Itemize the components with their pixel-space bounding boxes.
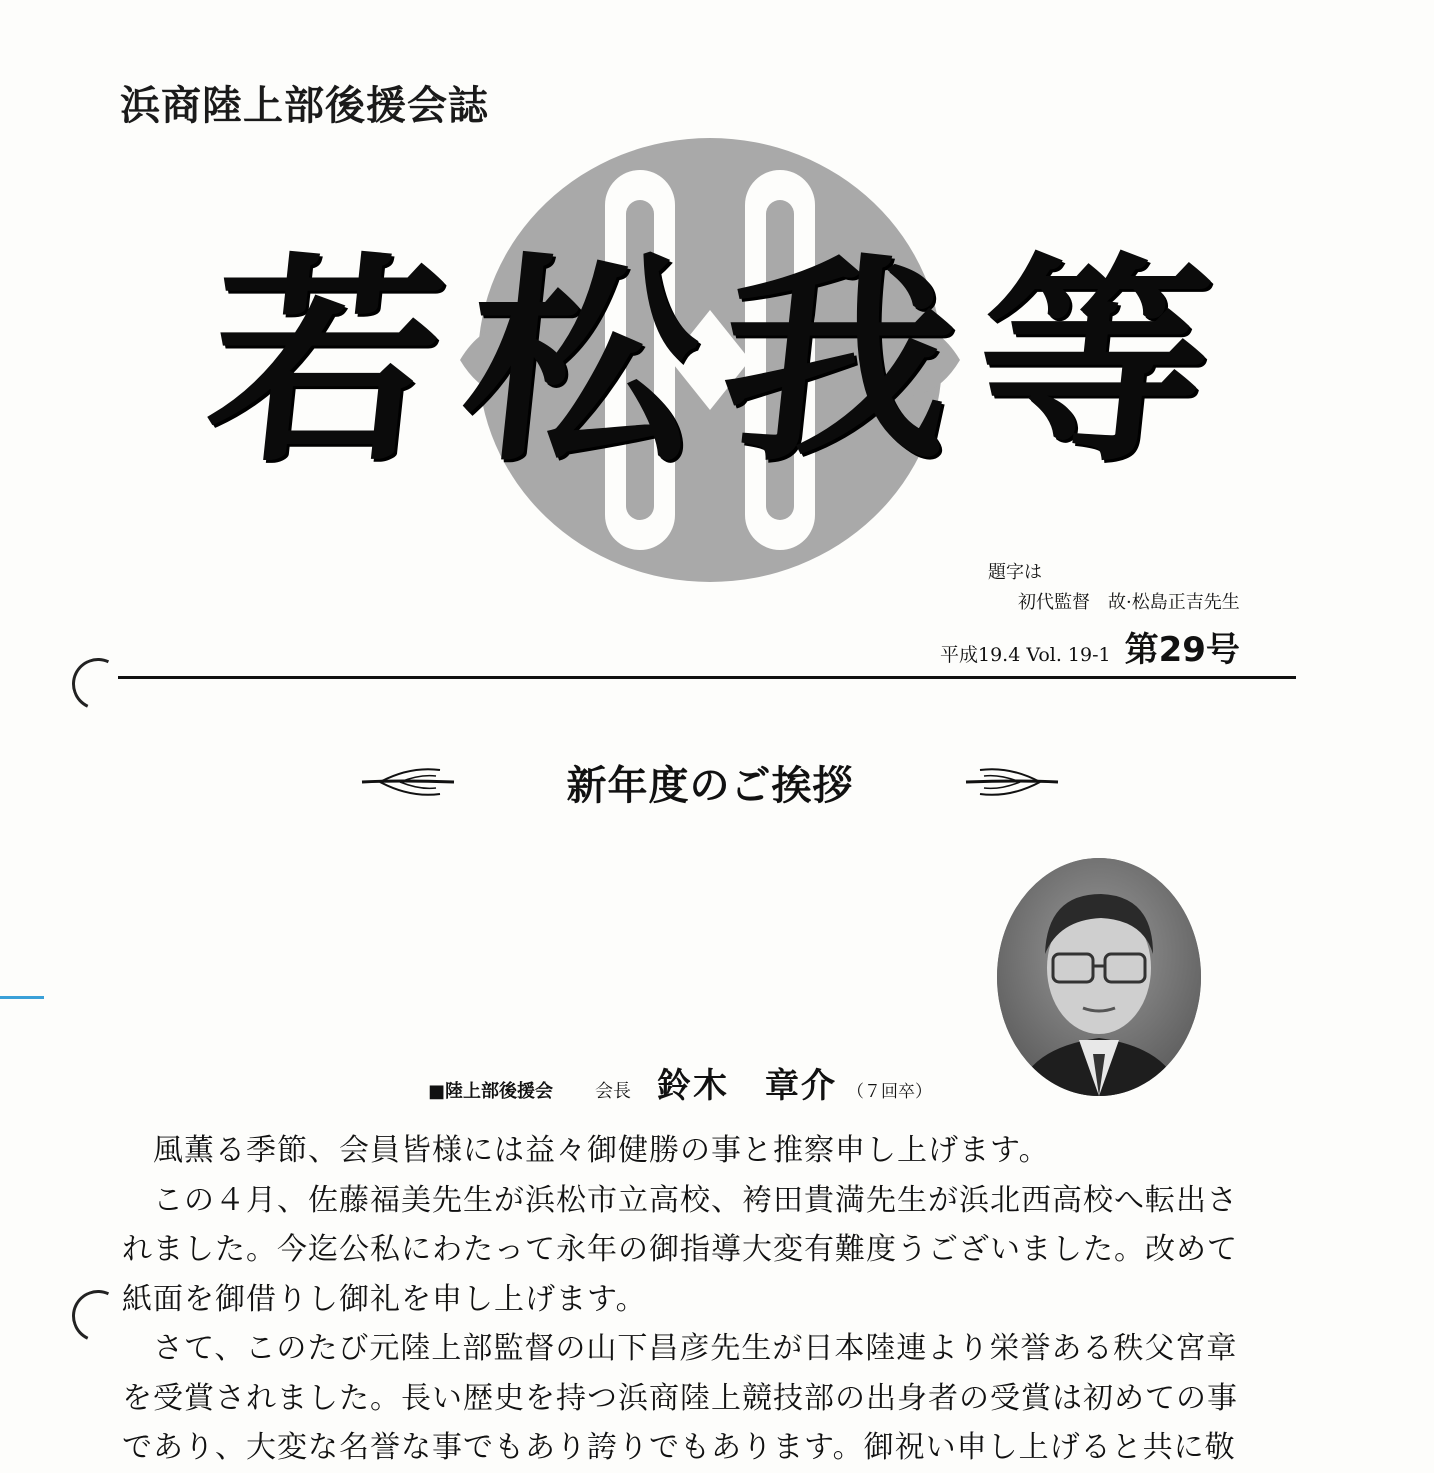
- issue-number: 第29号: [1124, 630, 1240, 670]
- author-name: 鈴木 章介: [657, 1066, 838, 1106]
- author-organization: ■陸上部後援会: [428, 1081, 554, 1102]
- body-line: この４月、佐藤福美先生が浜松市立高校、袴田貴満先生が浜北西高校へ転出さ: [122, 1182, 1238, 1218]
- title-calligraphy-credit: [988, 558, 1240, 618]
- author-byline: [428, 1058, 932, 1107]
- body-line: れました。今迄公私にわたって永年の御指導大変有難度うございました。改めて: [122, 1232, 1238, 1267]
- title-char: 若: [196, 231, 456, 492]
- author-portrait-photo: [997, 858, 1201, 1096]
- issue-date: 平成19.4 Vol. 19-1: [940, 644, 1111, 666]
- title-char: 我: [708, 231, 968, 492]
- body-line: であり、大変な名誉な事でもあり誇りでもあります。御祝い申し上げると共に敬: [122, 1430, 1236, 1465]
- edge-mark: [0, 996, 44, 999]
- body-line: さて、このたび元陸上部監督の山下昌彦先生が日本陸連より栄誉ある秩父宮章: [122, 1331, 1238, 1366]
- binder-hole-mark: [65, 651, 132, 718]
- author-role: 会長: [595, 1081, 632, 1102]
- article-body: [122, 1126, 1302, 1473]
- body-line: 風薫る季節、会員皆様には益々御健勝の事と推察申し上げます。: [122, 1133, 1050, 1168]
- issue-info: [940, 622, 1240, 671]
- magazine-name: 浜商陸上部後援会誌: [120, 83, 489, 129]
- right-flourish-ornament: [964, 762, 1060, 802]
- author-class-year: （７回卒）: [847, 1082, 933, 1102]
- credit-line-2: 初代監督 故·松島正吉先生: [1018, 592, 1240, 613]
- article-title: 新年度のご挨拶: [566, 762, 854, 809]
- body-line: を受賞されました。長い歴史を持つ浜商陸上競技部の出身者の受賞は初めての事: [122, 1380, 1238, 1416]
- header-divider: [118, 676, 1296, 679]
- left-flourish-ornament: [360, 762, 456, 802]
- title-char: 松: [452, 231, 712, 492]
- credit-line-1: 題字は: [988, 562, 1042, 583]
- title-char: 等: [964, 231, 1224, 492]
- section-heading: [360, 752, 1060, 812]
- masthead-title: [196, 231, 1224, 492]
- body-line: 紙面を御借りし御礼を申し上げます。: [122, 1281, 647, 1317]
